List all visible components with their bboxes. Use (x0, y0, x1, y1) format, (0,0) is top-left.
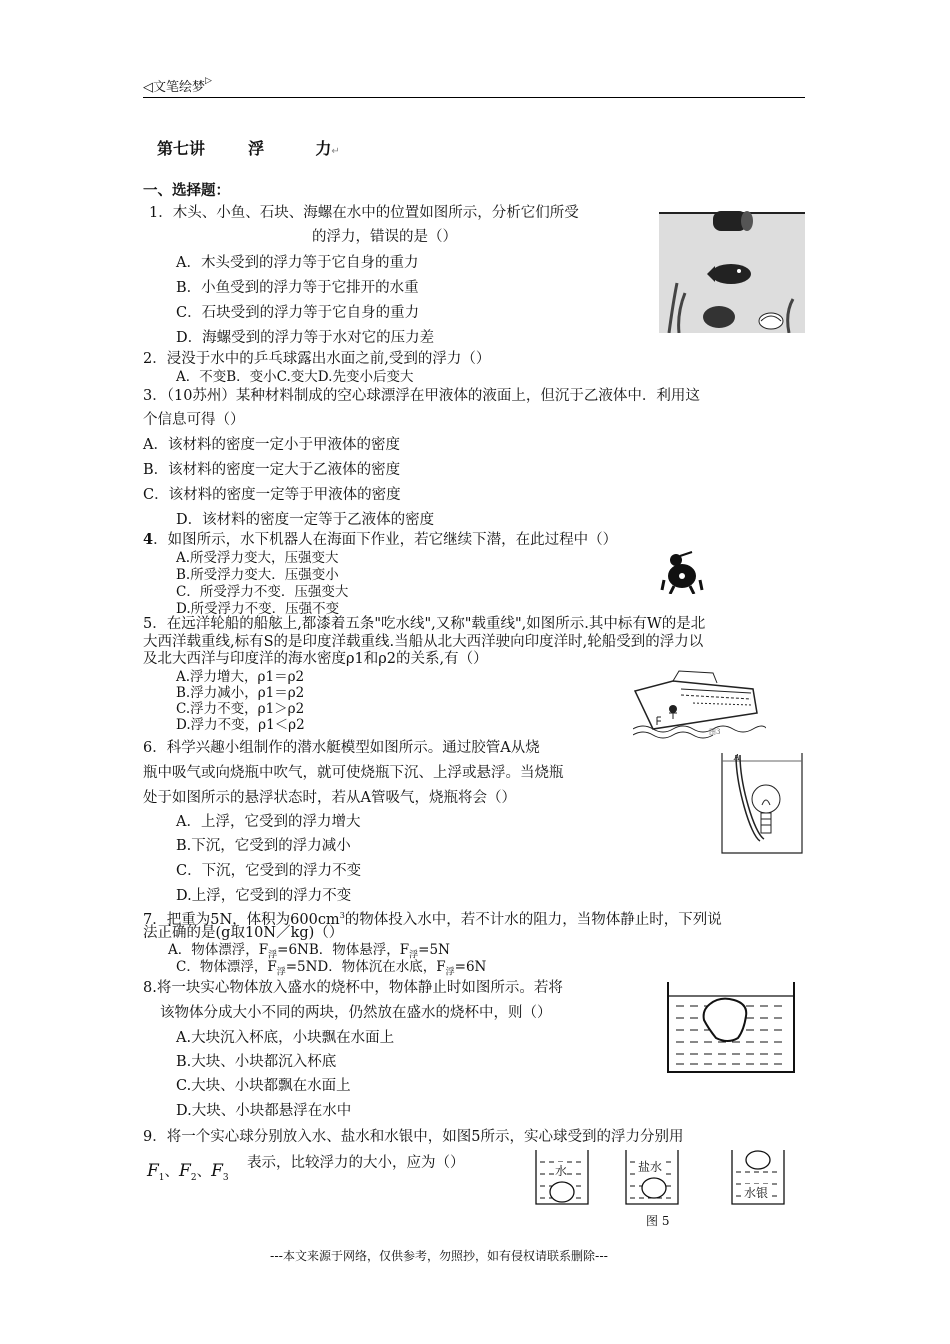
q4-stem-text: ．如图所示，水下机器人在海面下作业，若它继续下潜，在此过程中（） (153, 532, 618, 548)
title-word-2: 力 (315, 139, 332, 158)
q7-option-b-value: =5N (418, 942, 450, 958)
q6-stem-line1: 6．科学兴趣小组制作的潜水艇模型如图所示。通过胶管A从烧 (143, 740, 540, 756)
q8-option-d: D.大块、小块都悬浮在水中 (176, 1103, 352, 1119)
lecture-label: 第七讲 (157, 139, 206, 158)
q5-figure-label: 图3 (709, 728, 721, 736)
q7-stem-part1: 7．把重为5N，体积为600cm (143, 911, 340, 928)
q7-option-d-text: =5ND．物体沉在水底，F (285, 959, 446, 975)
brand-text: 文笔绘梦 (153, 80, 206, 95)
q9-stem-line1: 9．将一个实心球分别放入水、盐水和水银中，如图5所示，实心球受到的浮力分别用 (143, 1129, 684, 1145)
q7-option-c-text: C．物体漂浮，F (176, 959, 277, 975)
q7-sub-fu: 浮 (268, 950, 278, 961)
q2-stem: 2．浸没于水中的乒乓球露出水面之前,受到的浮力（） (143, 351, 491, 367)
q2-options: A．不变B．变小C.变大D.先变小后变大 (176, 369, 414, 385)
title-word-1: 浮 (248, 139, 265, 158)
q1-stem-line1: 1．木头、小鱼、石块、海螺在水中的位置如图所示，分析它们所受 (149, 205, 579, 221)
q7-option-b-text: =6NB．物体悬浮，F (277, 942, 410, 958)
q6-option-d: D.上浮，它受到的浮力不变 (176, 888, 352, 904)
q9-f1-sub: 1 (158, 1173, 165, 1184)
q6-option-c: C．下沉，它受到的浮力不变 (176, 863, 362, 879)
q1-figure-water-objects (659, 207, 805, 333)
q8-option-c: C.大块、小块都飘在水面上 (176, 1078, 351, 1094)
q5-option-b: B.浮力减小，ρ1＝ρ2 (176, 685, 305, 701)
q7-option-a-text: A．物体漂浮，F (168, 942, 269, 958)
q9-beaker-water-label: 水 (555, 1164, 568, 1178)
q1-option-a: A．木头受到的浮力等于它自身的重力 (176, 255, 419, 271)
q7-stem-line2: 法正确的是(g取10N／kg)（） (143, 925, 344, 941)
q9-figure-label: 图 5 (646, 1214, 670, 1228)
q7-sub-fu: 浮 (409, 950, 419, 961)
q9-f2-sub: 2 (190, 1173, 197, 1184)
section-heading: 一、选择题： (143, 183, 230, 199)
q7-superscript: 3 (339, 911, 345, 920)
q9-figure-beakers (526, 1148, 794, 1230)
q9-f3-symbol: F (211, 1161, 223, 1181)
q4-option-c: C．所受浮力不变．压强变大 (176, 584, 349, 600)
q7-option-d-value: =6N (454, 959, 487, 975)
page-title (157, 136, 340, 159)
q9-f3-sub: 3 (222, 1173, 229, 1184)
q9-f2-symbol: F (179, 1161, 191, 1181)
q4-option-b: B.所受浮力变大．压强变小 (176, 567, 339, 583)
q6-option-b: B.下沉，它受到的浮力减小 (176, 838, 351, 854)
footer-disclaimer: ---本文来源于网络，仅供参考，勿照抄，如有侵权请联系删除--- (270, 1249, 608, 1263)
q3-stem-line1: 3．（10苏州）某种材料制成的空心球漂浮在甲液体的液面上，但沉于乙液体中．利用这 (143, 388, 700, 404)
left-triangle-icon: ◁ (143, 80, 153, 95)
q1-option-d: D．海螺受到的浮力等于水对它的压力差 (176, 330, 435, 346)
return-mark-icon: ↵ (331, 146, 340, 157)
q9-beaker-mercury-label: 水银 (744, 1186, 769, 1200)
q5-stem-line3: 及北大西洋与印度洋的海水密度ρ1和ρ2的关系,有（） (143, 651, 488, 667)
header-rule (143, 97, 805, 98)
header-brand (143, 76, 212, 95)
q5-option-a: A.浮力增大，ρ1＝ρ2 (176, 669, 305, 685)
q9-stem-line2: 表示，比较浮力的大小，应为（） (247, 1155, 465, 1171)
q7-stem-part2: 的物体投入水中，若不计水的阻力，当物体静止时，下列说 (344, 911, 722, 928)
q6-option-a: A．上浮，它受到的浮力增大 (176, 814, 361, 830)
q3-option-d: D．该材料的密度一定等于乙液体的密度 (176, 512, 435, 528)
q1-stem-line2: 的浮力，错误的是（） (312, 229, 457, 245)
q4-option-d: D.所受浮力不变．压强不变 (176, 601, 340, 617)
q7-sub-fu: 浮 (276, 967, 286, 978)
q9-beaker-saltwater-label: 盐水 (638, 1160, 663, 1174)
q5-option-c: C.浮力不变，ρ1＞ρ2 (176, 701, 305, 717)
q9-forces (147, 1161, 229, 1183)
q4-stem (143, 531, 617, 549)
q3-stem-line2: 个信息可得（） (143, 412, 245, 428)
q6-figure-label: A (734, 753, 740, 762)
q1-option-b: B．小鱼受到的浮力等于它排开的水重 (176, 280, 419, 296)
q6-stem-line3: 处于如图所示的悬浮状态时，若从A管吸气，烧瓶将会（） (143, 790, 516, 806)
q3-option-b: B．该材料的密度一定大于乙液体的密度 (143, 462, 401, 478)
q8-stem-line1: 8.将一块实心物体放入盛水的烧杯中，物体静止时如图所示。若将 (143, 980, 563, 996)
q8-option-a: A.大块沉入杯底，小块飘在水面上 (176, 1030, 395, 1046)
q8-option-b: B.大块、小块都沉入杯底 (176, 1054, 337, 1070)
q5-stem-line1: 5．在远洋轮船的船舷上,都漆着五条"吃水线",又称"载重线",如图所示.其中标有W的是北 (143, 616, 706, 632)
q6-stem-line2: 瓶中吸气或向烧瓶中吹气，就可使烧瓶下沉、上浮或悬浮。当烧瓶 (143, 765, 564, 781)
q5-option-d: D.浮力不变，ρ1＜ρ2 (176, 717, 305, 733)
q9-sep-1: 、 (164, 1164, 180, 1180)
q1-option-c: C．石块受到的浮力等于它自身的重力 (176, 305, 420, 321)
q5-figure-ship (633, 669, 766, 741)
q3-option-c: C．该材料的密度一定等于甲液体的密度 (143, 487, 401, 503)
q9-sep-2: 、 (196, 1164, 212, 1180)
q6-figure-submarine-model (720, 745, 804, 855)
q8-stem-line2: 该物体分成大小不同的两块，仍然放在盛水的烧杯中，则（） (160, 1005, 552, 1021)
q4-number: 4 (143, 531, 154, 548)
q5-stem-line2: 大西洋载重线,标有S的是印度洋载重线.当船从北大西洋驶向印度洋时,轮船受到的浮力以 (143, 634, 704, 650)
q7-sub-fu: 浮 (445, 967, 455, 978)
q3-option-a: A．该材料的密度一定小于甲液体的密度 (143, 437, 400, 453)
q4-option-a: A.所受浮力变大，压强变大 (176, 550, 339, 566)
q8-figure-beaker (666, 982, 796, 1074)
q9-f1-symbol: F (147, 1161, 159, 1181)
q4-figure-underwater-robot (660, 550, 704, 594)
right-triangle-icon: ▷ (205, 76, 212, 86)
